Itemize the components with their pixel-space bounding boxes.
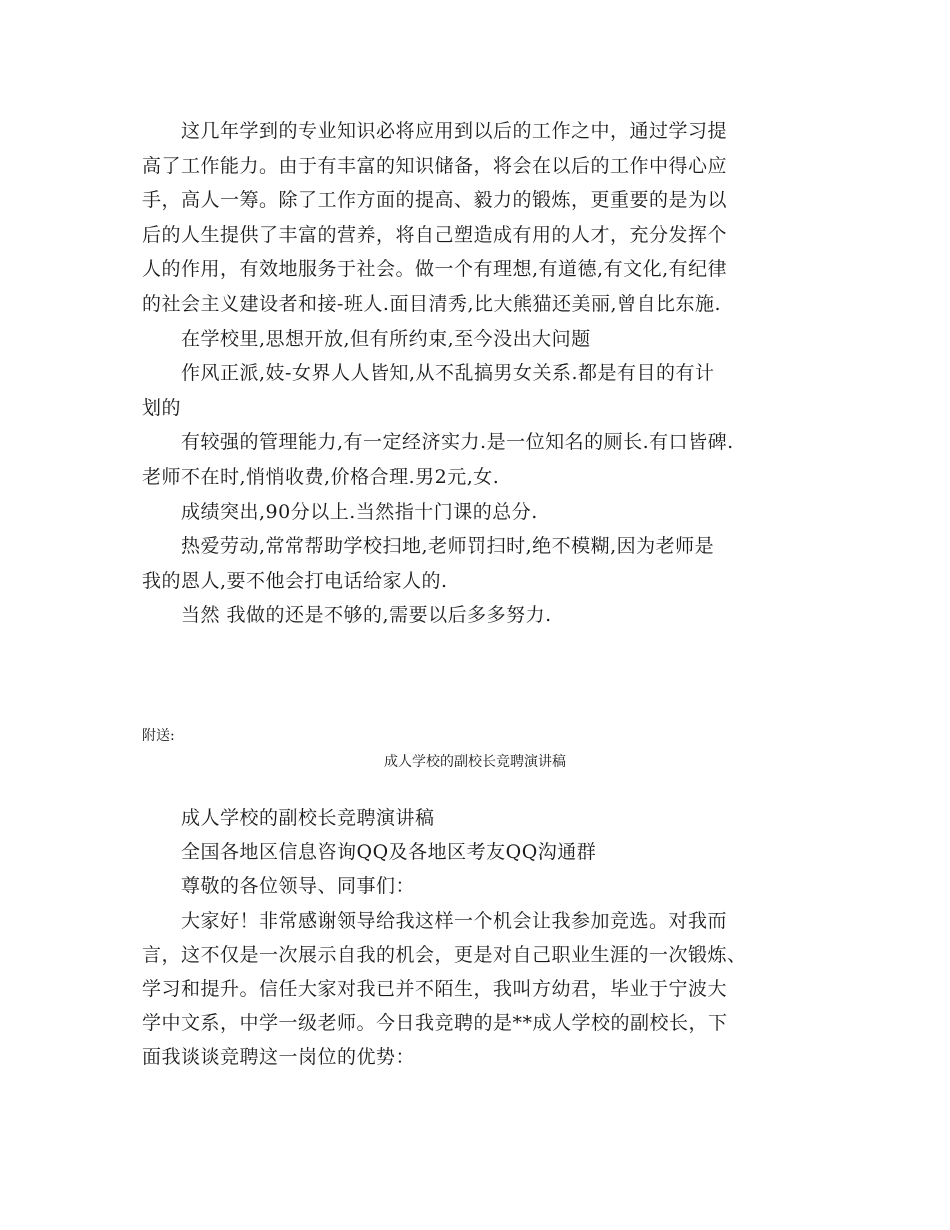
text-line: 划的 xyxy=(142,396,182,419)
text-line: 学中文系，中学一级老师。今日我竞聘的是**成人学校的副校长，下 xyxy=(142,1012,728,1035)
text-line: 老师不在时,悄悄收费,价格合理.男2元,女. xyxy=(142,465,500,488)
text-line: 热爱劳动,常常帮助学校扫地,老师罚扫时,绝不模糊,因为老师是 xyxy=(142,535,715,558)
text-line: 高了工作能力。由于有丰富的知识储备，将会在以后的工作中得心应 xyxy=(142,154,728,177)
text-line: 全国各地区信息咨询QQ及各地区考友QQ沟通群 xyxy=(142,841,597,864)
text-line: 成人学校的副校长竞聘演讲稿 xyxy=(142,807,435,829)
text-line: 面我谈谈竞聘这一岗位的优势： xyxy=(142,1046,416,1069)
text-line: 有较强的管理能力,有一定经济实力.是一位知名的厕长.有口皆碑. xyxy=(142,431,734,454)
text-line: 作风正派,妓-女界人人皆知,从不乱搞男女关系.都是有目的有计 xyxy=(142,362,715,385)
text-line: 当然 我做的还是不够的,需要以后多多努力. xyxy=(142,604,552,627)
appendix-label: 附送: xyxy=(142,728,175,744)
text-line: 的社会主义建设者和接-班人.面目清秀,比大熊猫还美丽,曾自比东施. xyxy=(142,292,722,315)
text-line: 言，这不仅是一次展示自我的机会，更是对自己职业生涯的一次锻炼、 xyxy=(142,943,747,966)
text-line: 在学校里,思想开放,但有所约束,至今没出大问题 xyxy=(142,327,591,350)
text-line: 学习和提升。信任大家对我已并不陌生，我叫方幼君，毕业于宁波大 xyxy=(142,978,728,1001)
body-text-section-2 xyxy=(142,801,812,1075)
text-line: 这几年学到的专业知识必将应用到以后的工作之中，通过学习提 xyxy=(142,120,728,142)
text-line: 尊敬的各位领导、同事们： xyxy=(142,875,416,898)
text-line: 我的恩人,要不他会打电话给家人的. xyxy=(142,569,448,592)
text-line: 手，高人一筹。除了工作方面的提高、毅力的锻炼，更重要的是为以 xyxy=(142,189,728,212)
text-line: 成绩突出,90分以上.当然指十门课的总分. xyxy=(142,500,538,523)
text-line: 后的人生提供了丰富的营养，将自己塑造成有用的人才，充分发挥个 xyxy=(142,223,728,246)
text-line: 人的作用，有效地服务于社会。做一个有理想,有道德,有文化,有纪律 xyxy=(142,258,728,281)
body-text-section-1 xyxy=(142,114,812,633)
text-line: 大家好！非常感谢领导给我这样一个机会让我参加竞选。对我而 xyxy=(142,909,728,932)
appendix-title: 成人学校的副校长竞聘演讲稿 xyxy=(384,754,566,770)
